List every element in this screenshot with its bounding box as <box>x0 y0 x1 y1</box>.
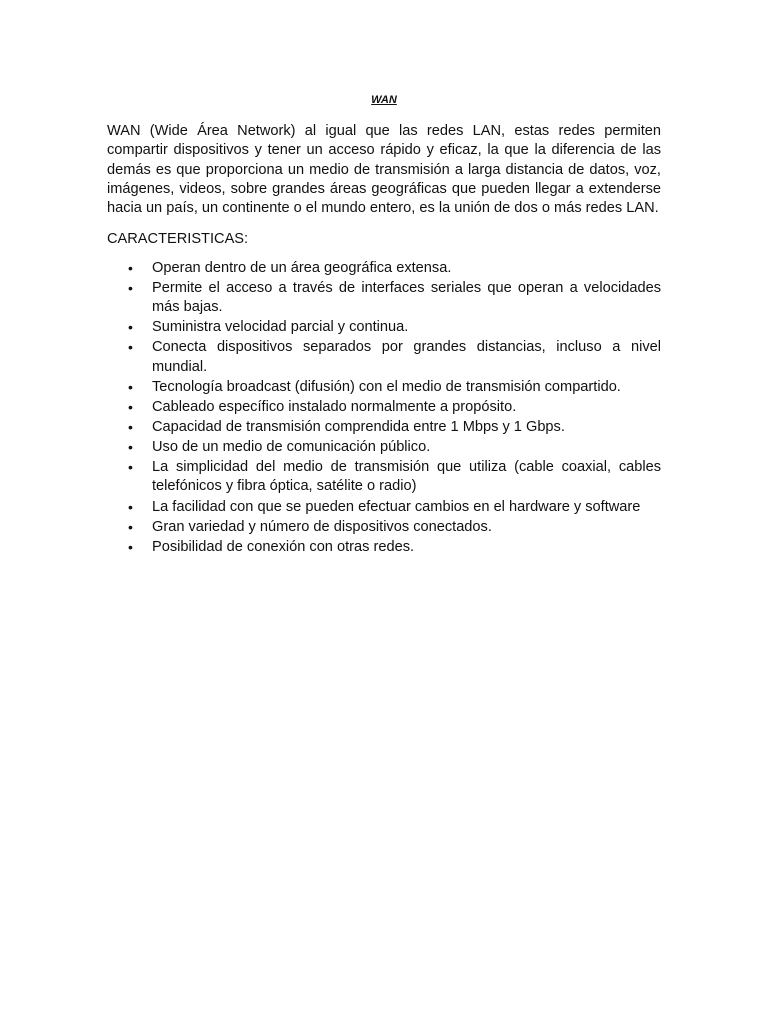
list-item-text: Cableado específico instalado normalmente a propósito. <box>152 398 517 415</box>
list-item-text: Posibilidad de conexión con otras redes. <box>152 538 415 555</box>
bullet-icon: • <box>128 398 133 415</box>
bullet-icon: • <box>128 378 133 395</box>
characteristics-list <box>107 259 661 557</box>
list-item <box>107 538 661 557</box>
bullet-icon: • <box>128 439 133 456</box>
list-item <box>107 498 661 517</box>
list-item-text: Uso de un medio de comunicación público. <box>152 439 431 456</box>
intro-paragraph: WAN (Wide Área Network) al igual que las redes LAN, estas redes permiten compartir dispositivos y tener un acceso rápido y eficaz, la que la diferencia de las demás es que proporciona un medio de transmisión a larga distancia de datos, voz, imágenes, videos, sobre grandes áreas geográficas que pueden llegar a extenderse hacia un país, un continente o el mundo entero, es la unión de dos o más redes LAN. <box>107 123 661 217</box>
document-page <box>107 92 661 558</box>
bullet-icon: • <box>128 518 133 535</box>
bullet-icon: • <box>128 418 133 435</box>
list-item-text: Permite el acceso a través de interfaces seriales que operan a velocidades más bajas. <box>152 279 661 316</box>
list-item <box>107 438 661 457</box>
list-item-text: Conecta dispositivos separados por grandes distancias, incluso a nivel mundial. <box>152 339 661 375</box>
list-item-text: La simplicidad del medio de transmisión que utiliza (cable coaxial, cables telefónicos y fibra óptica, satélite o radio) <box>152 459 661 495</box>
list-item <box>107 279 661 318</box>
list-item <box>107 418 661 437</box>
bullet-icon: • <box>128 339 133 356</box>
document-title: WAN <box>371 94 397 106</box>
bullet-icon: • <box>128 319 133 336</box>
list-item <box>107 338 661 377</box>
list-item <box>107 518 661 537</box>
list-item-text: Gran variedad y número de dispositivos conectados. <box>152 518 492 535</box>
bullet-icon: • <box>128 498 133 515</box>
bullet-icon: • <box>128 459 133 476</box>
list-item-text: Suministra velocidad parcial y continua. <box>152 319 409 336</box>
list-item-text: La facilidad con que se pueden efectuar cambios en el hardware y software <box>152 498 641 515</box>
section-heading: CARACTERISTICAS: <box>107 231 249 248</box>
list-item-text: Tecnología broadcast (difusión) con el medio de transmisión compartido. <box>152 378 621 395</box>
list-item <box>107 378 661 397</box>
list-item <box>107 318 661 337</box>
bullet-icon: • <box>128 279 133 296</box>
list-item-text: Capacidad de transmisión comprendida entre 1 Mbps y 1 Gbps. <box>152 418 565 435</box>
list-item <box>107 398 661 417</box>
list-item <box>107 259 661 278</box>
bullet-icon: • <box>128 538 133 555</box>
list-item-text: Operan dentro de un área geográfica extensa. <box>152 259 452 276</box>
list-item <box>107 458 661 497</box>
bullet-icon: • <box>128 259 133 276</box>
